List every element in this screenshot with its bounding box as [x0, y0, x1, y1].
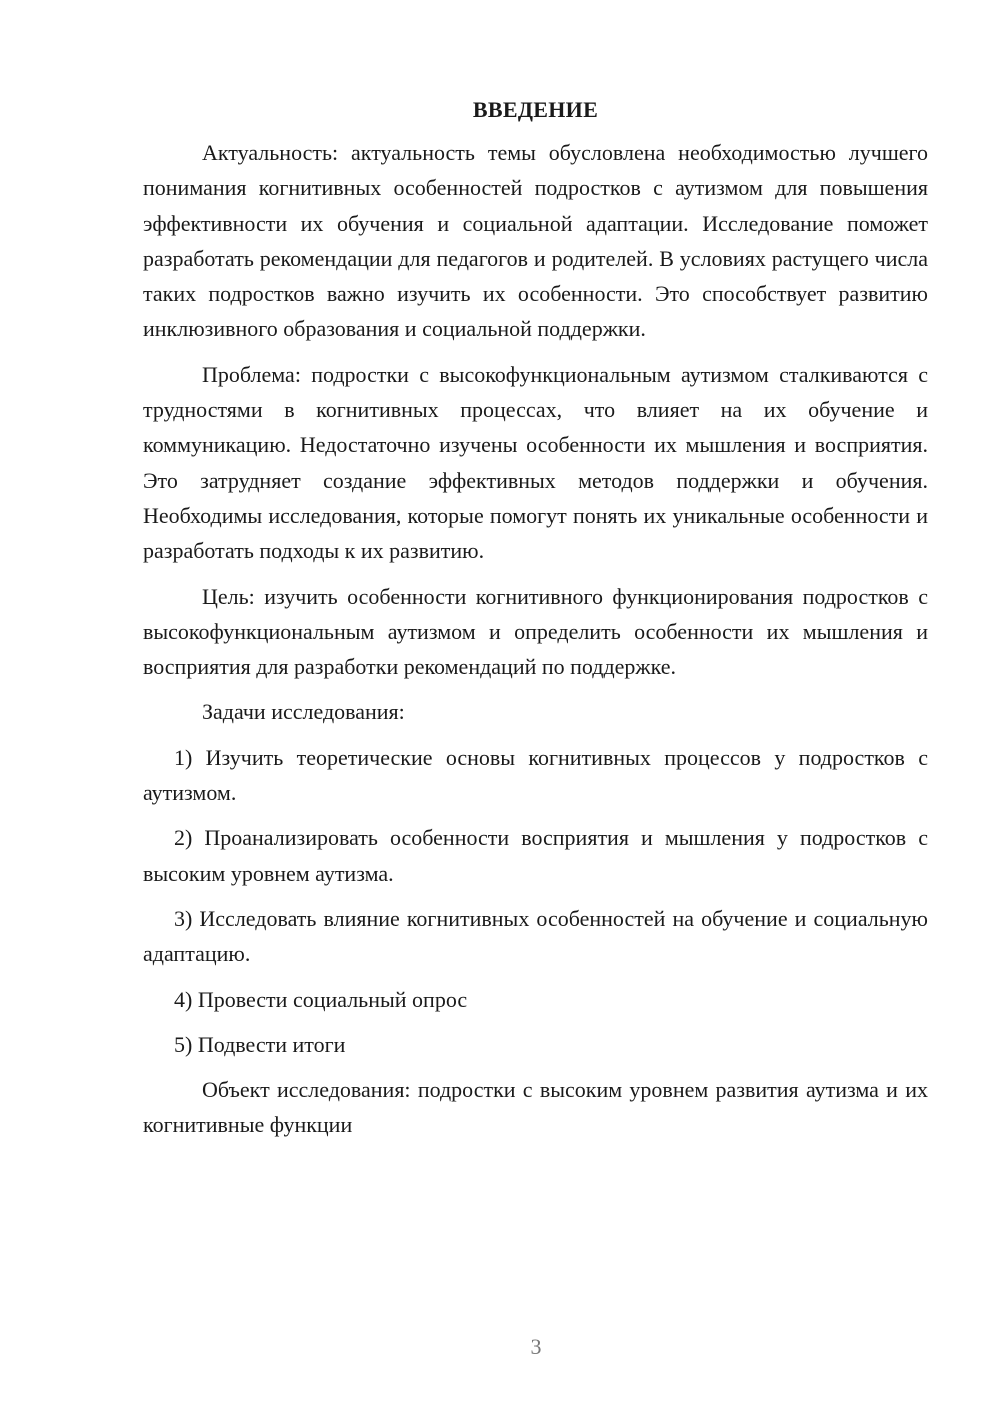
page-number: 3 [530, 1334, 542, 1359]
task-item-2: 2) Проанализировать особенности восприятия и мышления у подростков с высоким уровнем аутизма. [143, 825, 928, 886]
task-item-4: 4) Провести социальный опрос [174, 986, 468, 1012]
object-paragraph: Объект исследования: подростки с высоким уровнем развития аутизма и их когнитивные функции [143, 1077, 928, 1138]
task-item-5: 5) Подвести итоги [174, 1031, 346, 1057]
problem-paragraph: Проблема: подростки с высокофункциональным аутизмом сталкиваются с трудностями в когнитивных процессах, что влияет на их обучение и коммуникацию. Недостаточно изучены особенности их мышления и восприятия. Это затрудняет создание эффективных методов поддержки и обучения. Необходимы исследования, которые помогут понять их уникальные особенности и разработать подходы к их развитию. [143, 361, 928, 564]
task-item-1: 1) Изучить теоретические основы когнитивных процессов у подростков с аутизмом. [143, 744, 928, 806]
task-item-3: 3) Исследовать влияние когнитивных особенностей на обучение и социальную адаптацию. [143, 905, 928, 967]
tasks-heading: Задачи исследования: [202, 699, 405, 725]
document-page [143, 92, 928, 1143]
page-title: ВВЕДЕНИЕ [472, 97, 599, 122]
relevance-paragraph: Актуальность: актуальность темы обусловлена необходимостью лучшего понимания когнитивных особенностей подростков с аутизмом для повышения эффективности их обучения и социальной адаптации. Исследование поможет разработать рекомендации для педагогов и родителей. В условиях растущего числа таких подростков важно изучить их особенности. Это способствует развитию инклюзивного образования и социальной поддержки. [143, 140, 928, 342]
goal-paragraph: Цель: изучить особенности когнитивного функционирования подростков с высокофункциональным аутизмом и определить особенности их мышления и восприятия для разработки рекомендаций по поддержке. [143, 583, 928, 680]
